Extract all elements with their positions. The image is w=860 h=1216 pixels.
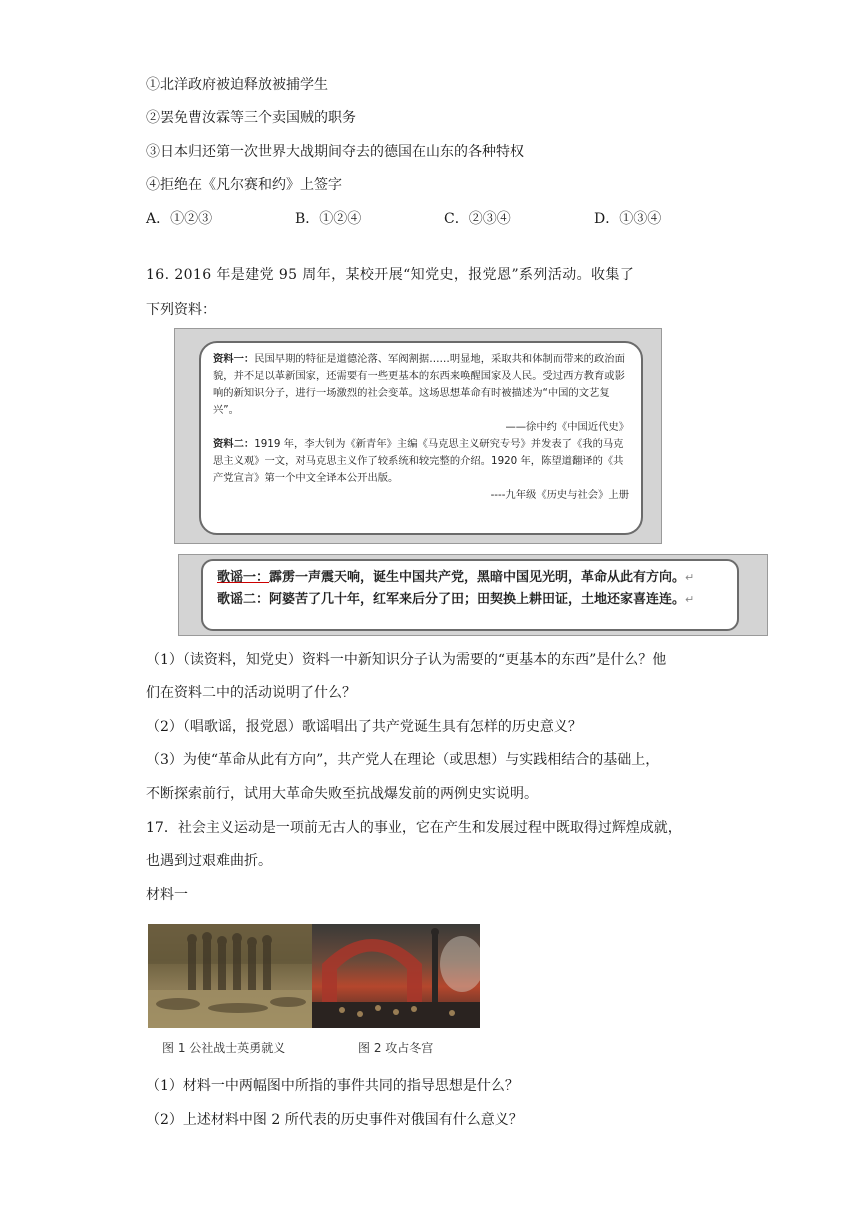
q15-item-4: ④拒绝在《凡尔赛和约》上签字 xyxy=(146,177,342,193)
q17-sub2: （2）上述材料中图 2 所代表的历史事件对俄国有什么意义？ xyxy=(146,1112,523,1128)
material-1-label: 资料一： xyxy=(213,353,255,365)
q15-item-1: ①北洋政府被迫释放被捕学生 xyxy=(146,77,328,93)
figure-2-caption: 图 2 攻占冬宫 xyxy=(358,1041,434,1055)
q15-item-2: ②罢免曹汝霖等三个卖国贼的职务 xyxy=(146,110,356,126)
material-1-source: ——徐中约《中国近代史》 xyxy=(505,421,629,433)
q17-material-label: 材料一 xyxy=(146,887,188,903)
material-1 xyxy=(213,351,629,419)
q15-option-a: A．①②③ xyxy=(146,211,213,227)
q17-stem-line2: 也遇到过艰难曲折。 xyxy=(146,853,272,869)
material-2-text: 1919 年，李大钊为《新青年》主编《马克思主义研究专号》并发表了《我的马克思主义观》一文，对马克思主义作了较系统和较完整的介绍。1920 年，陈望道翻译的《共产党宣言》第一个中文全译本公开出版。 xyxy=(213,438,624,484)
paragraph-mark-icon: ↵ xyxy=(685,571,695,584)
paragraph-mark-icon: ↵ xyxy=(685,593,695,606)
q16-sub1-line2: 们在资料二中的活动说明了什么？ xyxy=(146,685,356,701)
storming-winter-palace-photo xyxy=(312,924,480,1028)
ballad-2-label: 歌谣二： xyxy=(217,592,270,607)
q16-sub3-line1: （3）为使“革命从此有方向”，共产党人在理论（或思想）与实践相结合的基础上， xyxy=(146,752,660,768)
material-2-label: 资料二： xyxy=(213,438,255,450)
material-box-1 xyxy=(174,328,662,544)
figure-1-caption: 图 1 公社战士英勇就义 xyxy=(162,1041,286,1055)
material-2 xyxy=(213,436,629,487)
q17-sub1: （1）材料一中两幅图中所指的事件共同的指导思想是什么？ xyxy=(146,1078,519,1094)
ballad-box xyxy=(178,554,768,636)
material-2-source: ----九年级《历史与社会》上册 xyxy=(490,489,629,501)
ballad-2 xyxy=(217,589,723,611)
material-panel xyxy=(199,341,643,535)
q15-option-c: C．②③④ xyxy=(444,211,511,227)
ballad-1 xyxy=(217,567,723,589)
q16-stem-line2: 下列资料： xyxy=(146,302,216,318)
q16-sub2: （2）（唱歌谣，报党恩）歌谣唱出了共产党诞生具有怎样的历史意义？ xyxy=(146,719,582,735)
material-1-text: 民国早期的特征是道德沦落、军阀割据……明显地，采取共和体制而带来的政治面貌，并不足以革新国家，还需要有一些更基本的东西来唤醒国家及人民。受过西方教育或影响的新知识分子，进行一场激烈的社会变革。这场思想革命有时被描述为“中国的文艺复兴”。 xyxy=(213,353,625,416)
commune-soldiers-photo xyxy=(148,924,312,1028)
ballad-2-text: 阿婆苦了几十年，红军来后分了田；田契换上耕田证，土地还家喜连连。 xyxy=(269,592,686,607)
q16-sub1-line1: （1）（读资料，知党史）资料一中新知识分子认为需要的“更基本的东西”是什么？他 xyxy=(146,652,667,668)
material-figures xyxy=(148,924,480,1028)
q17-stem-line1: 17．社会主义运动是一项前无古人的事业，它在产生和发展过程中既取得过辉煌成就， xyxy=(146,820,682,836)
q16-sub3-line2: 不断探索前行，试用大革命失败至抗战爆发前的两例史实说明。 xyxy=(146,786,538,802)
q15-option-b: B．①②④ xyxy=(295,211,362,227)
ballad-1-label: 歌谣一： xyxy=(217,570,270,585)
q15-option-d: D．①③④ xyxy=(594,211,662,227)
q16-stem-line1: 16. 2016 年是建党 95 周年，某校开展“知党史，报党恩”系列活动。收集了 xyxy=(146,267,635,283)
ballad-1-text: 霹雳一声震天响，诞生中国共产党，黑暗中国见光明，革命从此有方向。 xyxy=(269,570,686,585)
ballad-panel xyxy=(201,559,739,631)
q15-item-3: ③日本归还第一次世界大战期间夺去的德国在山东的各种特权 xyxy=(146,144,524,160)
